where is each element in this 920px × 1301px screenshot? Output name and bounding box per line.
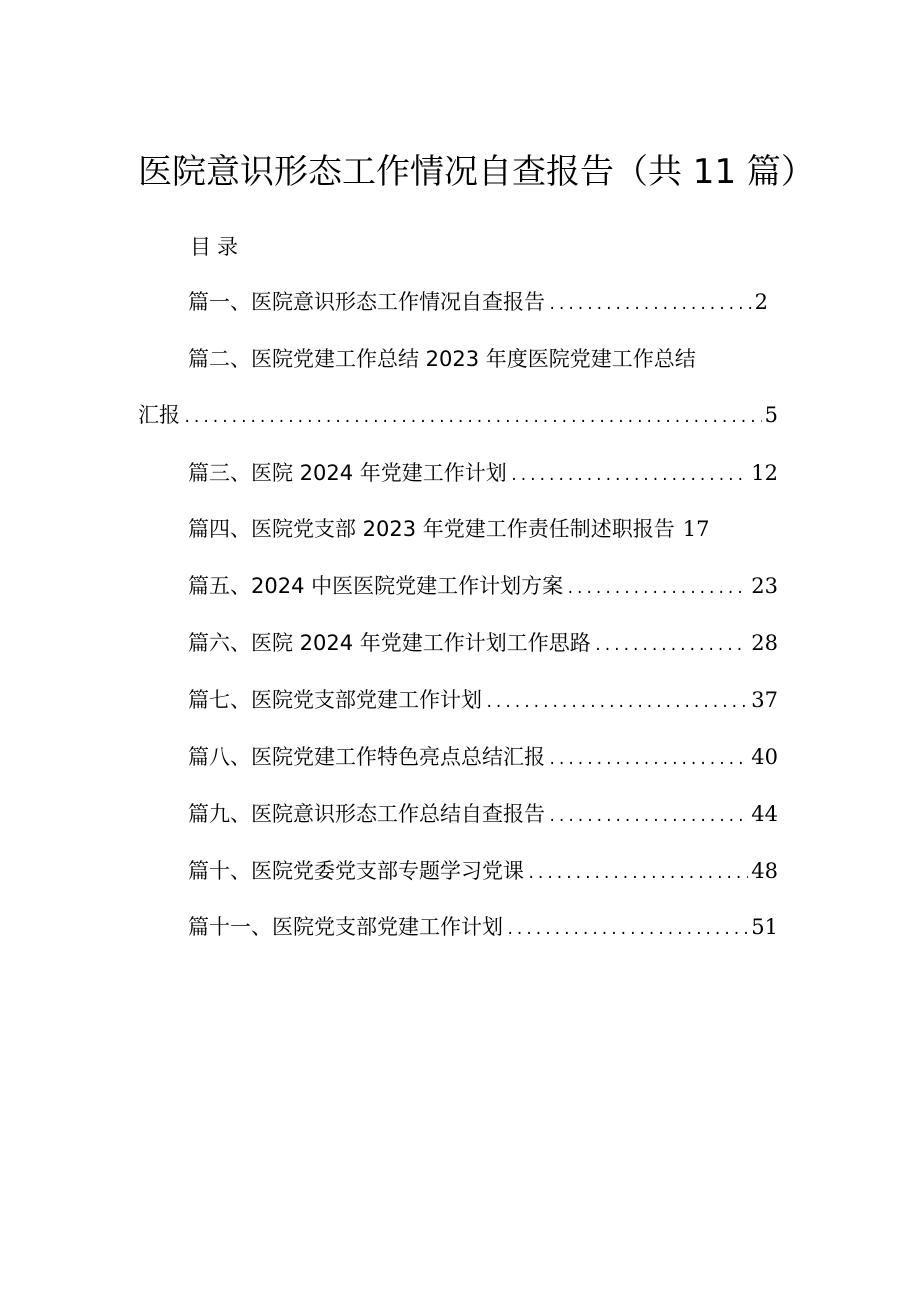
toc-entry-page: 5 <box>764 403 778 427</box>
toc-entry[interactable] <box>188 458 778 491</box>
toc-entry-page: 44 <box>751 802 778 826</box>
toc-leader-dots <box>506 915 748 945</box>
toc-entry[interactable] <box>188 856 778 889</box>
toc-entry[interactable] <box>188 344 748 374</box>
toc-entry-page: 51 <box>751 915 778 939</box>
toc-entry[interactable] <box>188 685 778 718</box>
toc-entry-page: 40 <box>751 745 778 769</box>
toc-entry-label: 篇七、医院党支部党建工作计划 <box>188 688 482 712</box>
toc-entry-page: 48 <box>751 859 778 883</box>
toc-entry-page: 37 <box>751 688 778 712</box>
toc-entry[interactable] <box>188 742 778 775</box>
toc-entry-label: 篇八、医院党建工作特色亮点总结汇报 <box>188 745 545 769</box>
toc-leader-dots <box>566 574 748 604</box>
document-title: 医院意识形态工作情况自查报告（共 11 篇） <box>138 152 815 192</box>
toc-entry[interactable] <box>188 912 778 945</box>
toc-entry-page: 17 <box>682 517 710 541</box>
toc-entry-label: 篇四、医院党支部 2023 年党建工作责任制述职报告 <box>188 517 675 541</box>
toc-entry-label-continued: 汇报 <box>138 403 180 427</box>
toc-leader-dots <box>183 403 762 433</box>
toc-entry-continuation[interactable] <box>138 400 778 433</box>
toc-entry[interactable] <box>188 514 778 544</box>
toc-leader-dots <box>548 290 752 320</box>
toc-entry[interactable] <box>188 287 768 320</box>
toc-entry-label: 篇十、医院党委党支部专题学习党课 <box>188 859 524 883</box>
toc-leader-dots <box>594 631 748 661</box>
toc-entry-label: 篇二、医院党建工作总结 2023 年度医院党建工作总结 <box>188 347 696 371</box>
toc-entry-page: 28 <box>751 631 778 655</box>
toc-entry-page: 2 <box>754 290 768 314</box>
toc-entry-page: 12 <box>751 461 778 485</box>
toc-entry-label: 篇十一、医院党支部党建工作计划 <box>188 915 503 939</box>
toc-entry-page: 23 <box>751 574 778 598</box>
toc-entry-label: 篇一、医院意识形态工作情况自查报告 <box>188 290 545 314</box>
toc-entry-label: 篇六、医院 2024 年党建工作计划工作思路 <box>188 631 591 655</box>
toc-entry-label: 篇五、2024 中医医院党建工作计划方案 <box>188 574 564 598</box>
toc-leader-dots <box>548 745 748 775</box>
toc-entry-label: 篇九、医院意识形态工作总结自查报告 <box>188 802 545 826</box>
toc-entry[interactable] <box>188 799 778 832</box>
toc-leader-dots <box>548 802 748 832</box>
toc-entry-label: 篇三、医院 2024 年党建工作计划 <box>188 461 507 485</box>
toc-entry[interactable] <box>188 628 778 661</box>
toc-leader-dots <box>485 688 748 718</box>
toc-leader-dots <box>527 859 748 889</box>
toc-heading: 目录 <box>190 235 244 259</box>
toc-leader-dots <box>510 461 748 491</box>
toc-entry[interactable] <box>188 571 778 604</box>
